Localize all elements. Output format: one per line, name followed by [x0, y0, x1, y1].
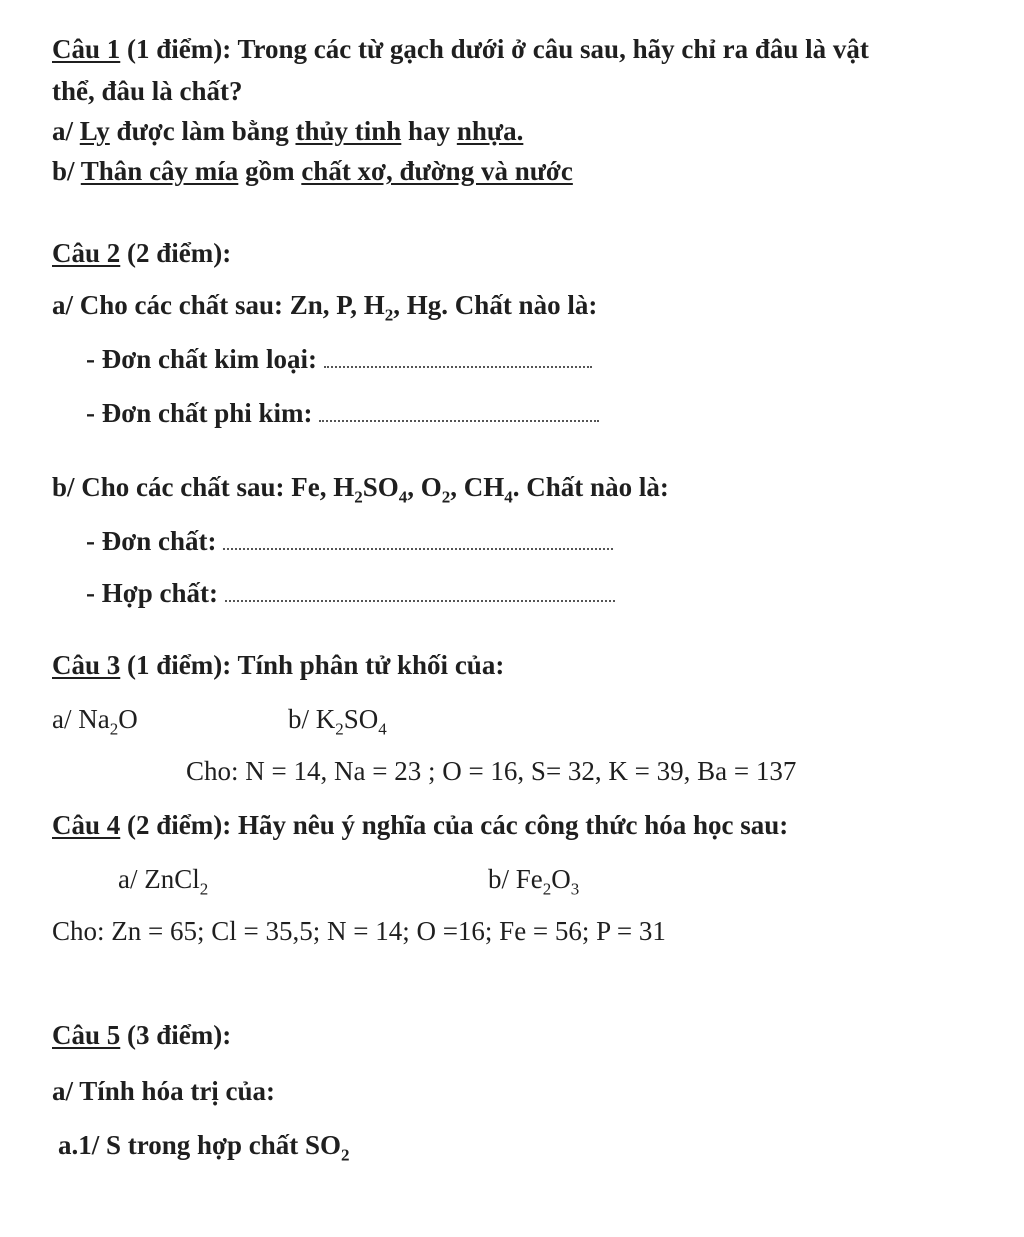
q1a-line: a/ Ly được làm bằng thủy tinh hay nhựa. [52, 116, 524, 146]
q1b-line: b/ Thân cây mía gồm chất xơ, đường và nước [52, 156, 573, 186]
q4b-formula: b/ $Fe_2O_3$ [488, 864, 580, 899]
q4-label: Câu 4 [52, 810, 121, 840]
q4a-formula: a/ ZnCl$_2$ [118, 864, 209, 899]
answer-blank[interactable] [223, 547, 613, 550]
q3-heading: Câu 3 (1 điểm): Tính phân tử khối của: [52, 650, 505, 680]
q4-given-masses: Cho: Zn = 65; Cl = 35,5; N = 14; O =16; Fe = 56; P = 31 [52, 916, 666, 946]
answer-blank[interactable] [225, 599, 615, 602]
q4-heading: Câu 4 (2 điểm): Hãy nêu ý nghĩa của các công thức hóa học sau: [52, 810, 789, 840]
q3b-formula: b/ $K_2SO_4$ [288, 704, 387, 739]
q1-label: Câu 1 [52, 34, 121, 64]
q3a-formula: a/ $Na_2O$ [52, 704, 138, 739]
q2a-metal-line[interactable]: - Đơn chất kim loại: [86, 346, 592, 373]
q1-heading [52, 36, 869, 63]
q2-heading: Câu 2 (2 điểm): [52, 238, 232, 268]
q5-heading: Câu 5 (3 điểm): [52, 1020, 232, 1050]
answer-blank[interactable] [324, 365, 592, 368]
q3-label: Câu 3 [52, 650, 121, 680]
q1-text-line2: thể, đâu là chất? [52, 76, 243, 106]
q5a1-item: a.1/ S trong hợp chất $SO_2$ [58, 1130, 350, 1165]
q2a-prompt: a/ Cho các chất sau: Zn, P, $H_2$, Hg. Chất nào là: [52, 290, 598, 325]
q2-label: Câu 2 [52, 238, 121, 268]
q2b-compound-line[interactable]: - Hợp chất: [86, 580, 615, 607]
answer-blank[interactable] [319, 419, 599, 422]
q5a-prompt: a/ Tính hóa trị của: [52, 1076, 276, 1106]
q1-text: (1 điểm): Trong các từ gạch dưới ở câu sau, hãy chỉ ra đâu là vật [127, 34, 869, 64]
q2b-prompt: b/ Cho các chất sau: Fe, $H_2SO_4$, $O_2$, $CH_4$. Chất nào là: [52, 472, 669, 507]
q3-given-masses: Cho: N = 14, Na = 23 ; O = 16, S= 32, K = 39, Ba = 137 [186, 756, 797, 786]
q5-label: Câu 5 [52, 1020, 121, 1050]
q2a-nonmetal-line[interactable]: - Đơn chất phi kim: [86, 400, 599, 427]
q2b-element-line[interactable]: - Đơn chất: [86, 528, 613, 555]
